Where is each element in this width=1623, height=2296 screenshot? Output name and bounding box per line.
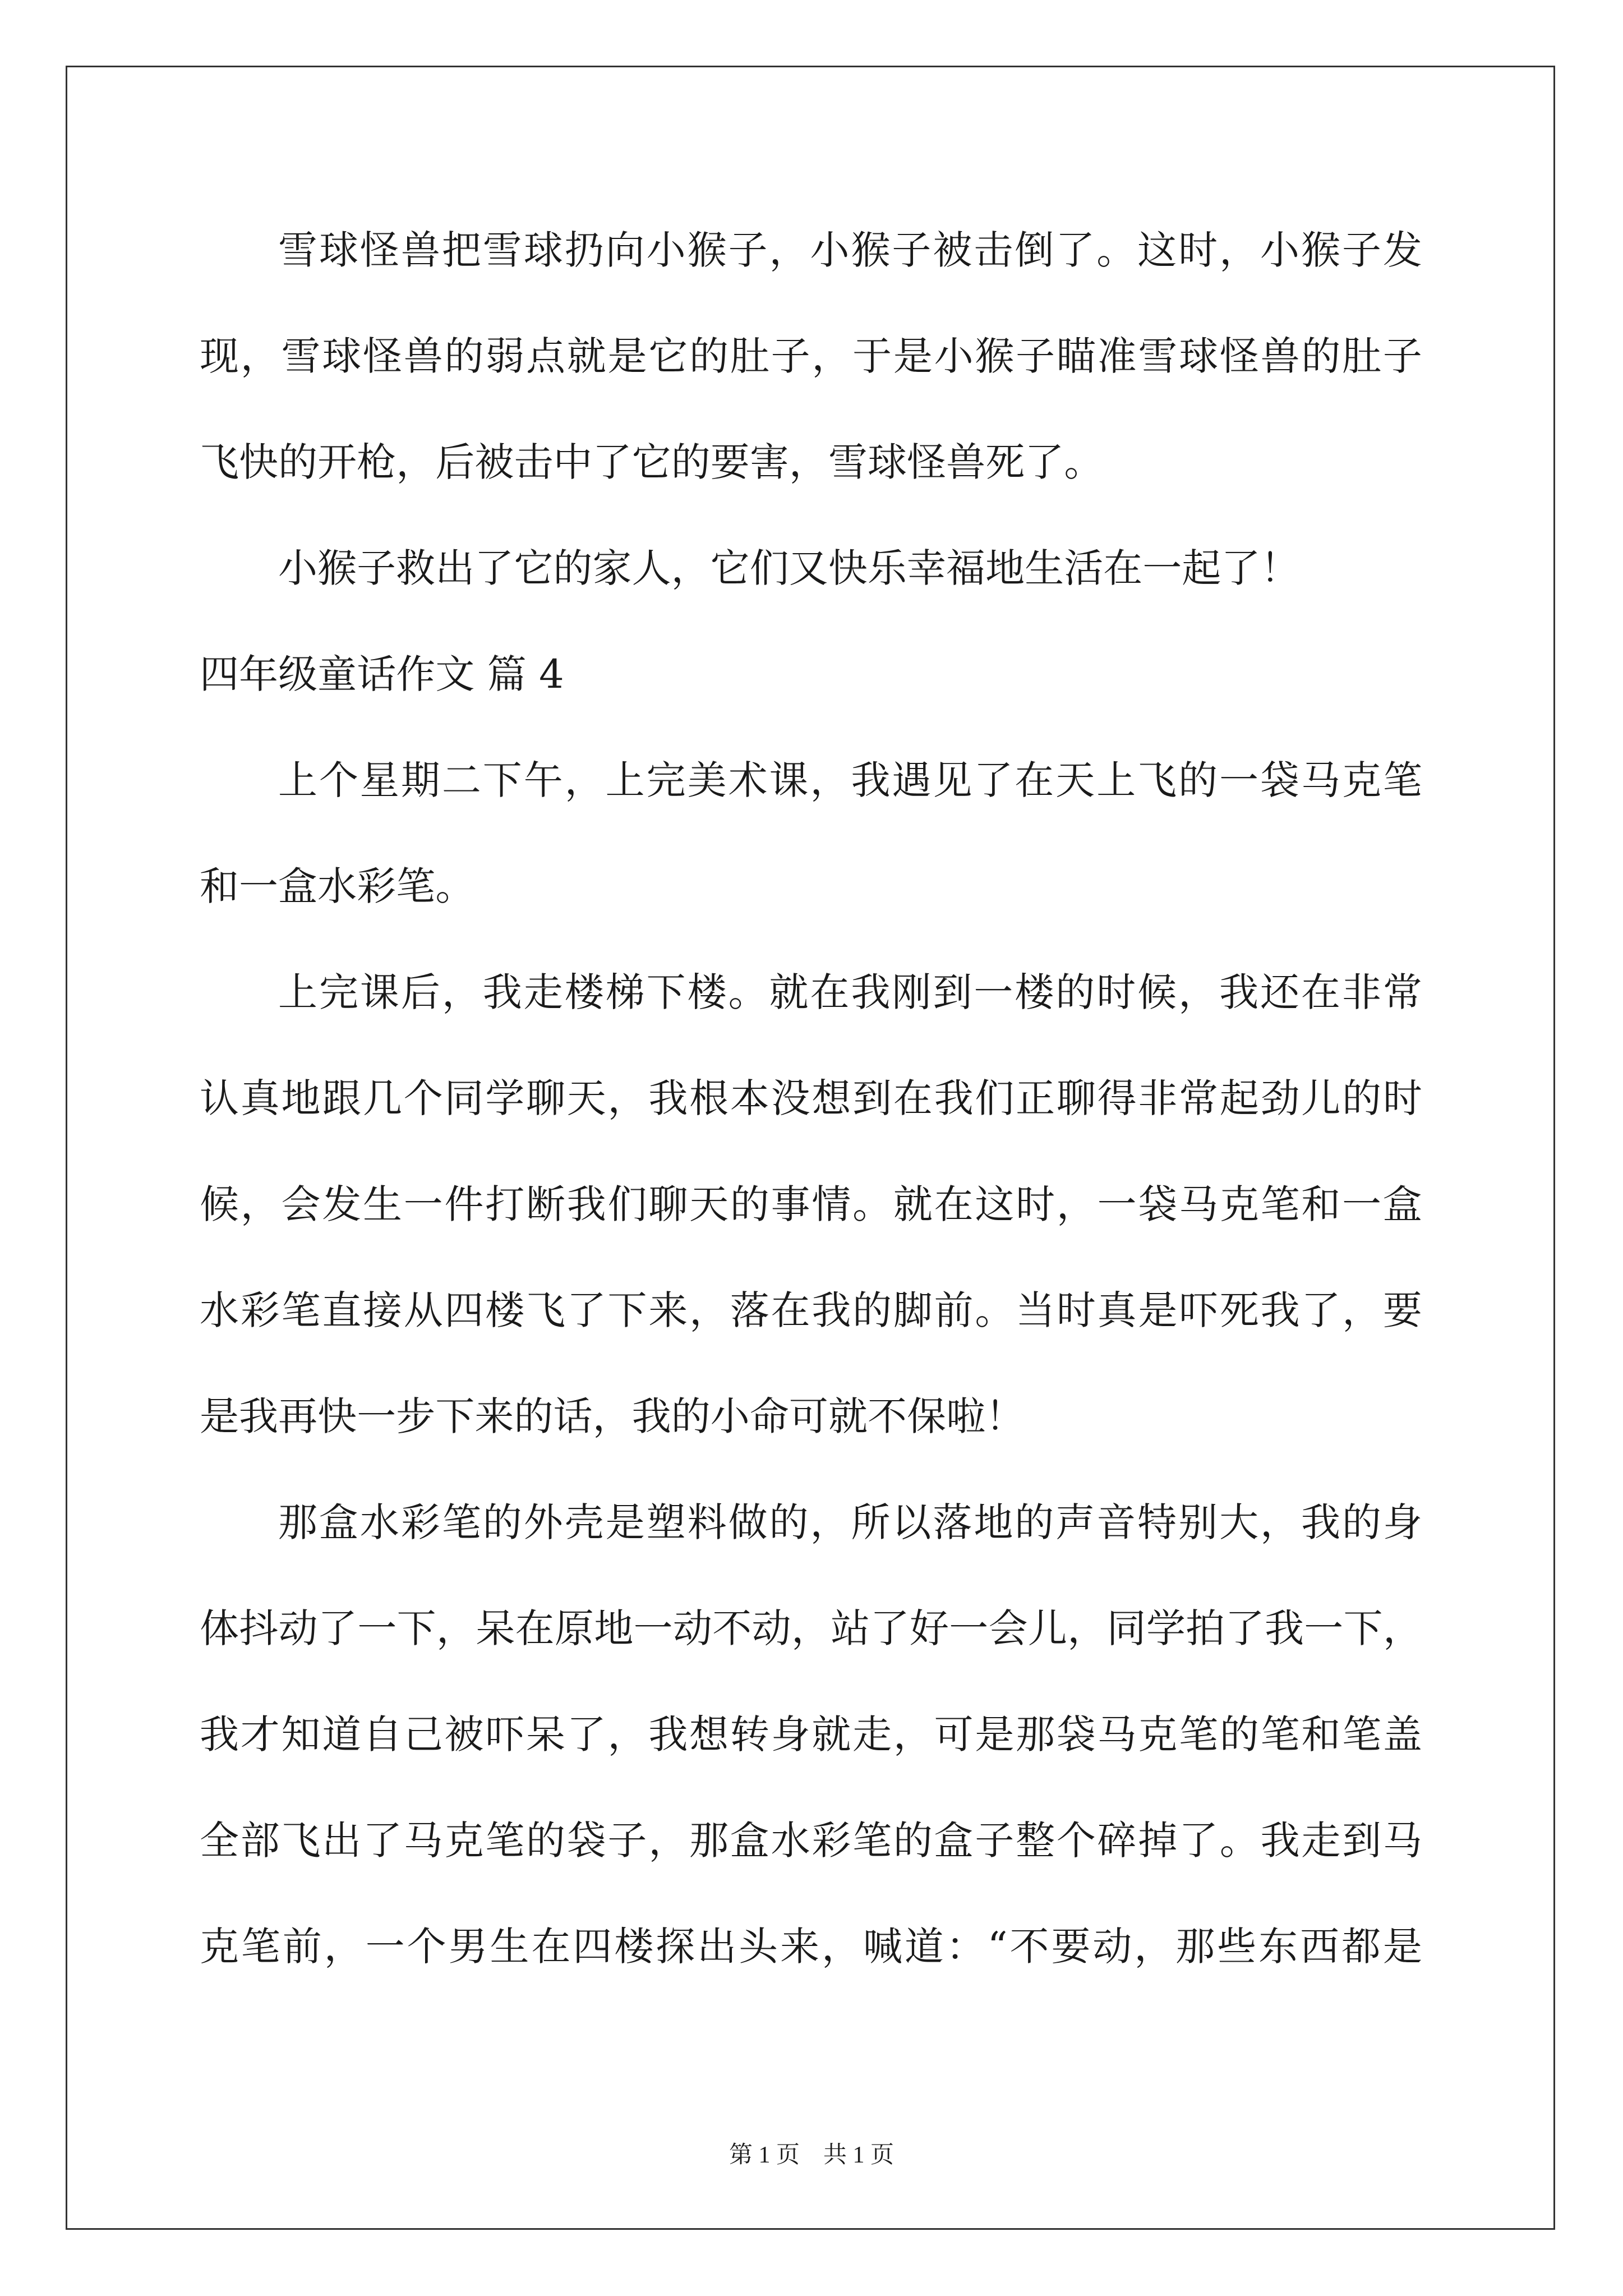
paragraph-line: 现，雪球怪兽的弱点就是它的肚子，于是小猴子瞄准雪球怪兽的肚子 [200, 333, 1422, 379]
paragraph-line: 上完课后，我走楼梯下楼。就在我刚到一楼的时候，我还在非常 [278, 969, 1422, 1015]
page-footer: 第 1 页 共 1 页 [728, 2142, 894, 2168]
paragraph-line: 全部飞出了马克笔的袋子，那盒水彩笔的盒子整个碎掉了。我走到马 [200, 1818, 1422, 1864]
paragraph-line: 水彩笔直接从四楼飞了下来，落在我的脚前。当时真是吓死我了，要 [200, 1287, 1422, 1333]
paragraph-line: 克笔前，一个男生在四楼探出头来，喊道：“不要动，那些东西都是 [200, 1924, 1422, 1970]
paragraph-line: 飞快的开枪，后被击中了它的要害，雪球怪兽死了。 [200, 439, 1104, 485]
paragraph-line: 体抖动了一下，呆在原地一动不动，站了好一会儿，同学拍了我一下， [200, 1605, 1422, 1651]
paragraph-line: 我才知道自己被吓呆了，我想转身就走，可是那袋马克笔的笔和笔盖 [200, 1711, 1422, 1757]
section-heading: 四年级童话作文 篇 4 [200, 651, 564, 697]
paragraph-line: 雪球怪兽把雪球扔向小猴子，小猴子被击倒了。这时，小猴子发 [278, 227, 1422, 273]
paragraph-line: 那盒水彩笔的外壳是塑料做的，所以落地的声音特别大，我的身 [278, 1499, 1422, 1545]
paragraph-line: 认真地跟几个同学聊天，我根本没想到在我们正聊得非常起劲儿的时 [200, 1075, 1422, 1121]
paragraph-line: 候，会发生一件打断我们聊天的事情。就在这时，一袋马克笔和一盒 [200, 1181, 1422, 1227]
paragraph-line: 小猴子救出了它的家人，它们又快乐幸福地生活在一起了！ [278, 545, 1300, 591]
paragraph-line: 上个星期二下午，上完美术课，我遇见了在天上飞的一袋马克笔 [278, 757, 1422, 803]
paragraph-line: 是我再快一步下来的话，我的小命可就不保啦！ [200, 1393, 1025, 1439]
paragraph-line: 和一盒水彩笔。 [200, 863, 475, 909]
